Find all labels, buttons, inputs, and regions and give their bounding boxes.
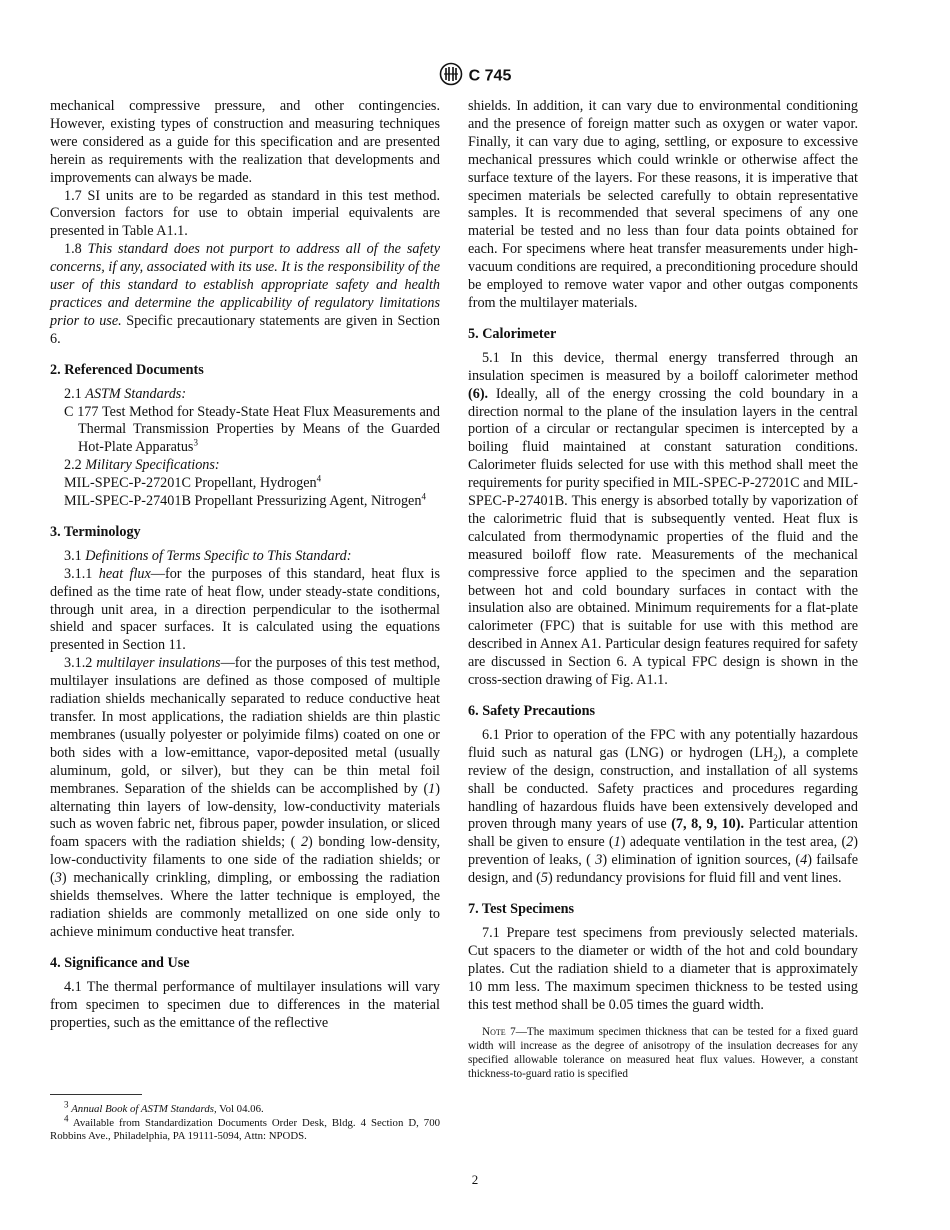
footnote-rule [50,1094,142,1095]
footnote-4: $^4$ Available from Standardization Documents Order Desk, Bldg. 4 Section D, 700 Robbins Ave., Philadelphia, PA 19111-5094, Attn: NPODS. [50,1113,440,1143]
paragraph-2-1: 2.1 ASTM Standards: [64,385,187,402]
paragraph-7-1: 7.1 Prepare test specimens from previously selected materials. Cut spacers to the diameter or width of the hot and cold boundary plates. Cut the radiation shield to a diameter that is approximately 10 mm less. The maximum specimen thickness to be tested using this test method shall be 0.05 times the guard width. [468,924,858,1013]
paragraph-3-1: 3.1 Definitions of Terms Specific to This Standard: [64,547,352,564]
paragraph-3-1-1: 3.1.1 heat flux—for the purposes of this standard, heat flux is defined as the time rate of heat flow, under steady-state conditions, through unit area, in a direction perpendicular to the isothermal shield and spacer surfaces. It is calculated using the equations presented in Section 11. [50,565,441,654]
paragraph-1-7: 1.7 SI units are to be regarded as standard in this test method. Conversion factors for use to obtain imperial equivalents are presented in Table A1.1. [50,187,440,240]
standard-designation: C 745 [468,67,512,85]
paragraph-6-1: 6.1 Prior to operation of the FPC with any potentially hazardous fluid such as natural gas (LNG) or hydrogen $(LH_2)$, a complete review of the design, construction, and installation of all systems shall be conducted. Safety practices and procedures regarding handling of hazardous fluids have been extensively developed and proven through many years of use (7, 8, 9, 10). Particular attention shall be given to ensure (1) adequate ventilation in the test area, (2) prevention of leaks, ( 3) elimination of ignition sources, (4) failsafe design, and (5) redundancy provisions for fluid fill and vent lines. [468,726,859,887]
section-heading-3: 3. Terminology [50,523,141,540]
page-number: 2 [471,1172,479,1187]
paragraph-1-8: 1.8 This standard does not purport to address all of the safety concerns, if any, associated with its use. It is the responsibility of the user of this standard to establish appropriate safety and health practices and determine the applicability of regulatory limitations prior to use. Specific precautionary statements are given in Section 6. [50,241,441,347]
section-heading-6: 6. Safety Precautions [468,703,596,719]
section-heading-5: 5. Calorimeter [468,325,557,342]
note-7: Note 7—The maximum specimen thickness that can be tested for a fixed guard width will increase as the degree of anisotropy of the insulation decreases for any specified allowable tolerance on measured heat flux values. However, a constant thickness-to-guard ratio is specified [468,1025,858,1081]
paragraph-intro: mechanical compressive pressure, and other contingencies. However, existing types of construction and measuring techniques were considered as a guide for this specification and are presented herein as requirements with the realization that developments and improvements can always be made. [50,98,440,186]
section-heading-4: 4. Significance and Use [50,954,190,971]
section-heading-7: 7. Test Specimens [468,901,575,918]
reference-mil-27201c: MIL-SPEC-P-27201C Propellant, Hydrogen$^4$ [64,473,322,492]
paragraph-5-1: 5.1 In this device, thermal energy transferred through an insulation specimen is measured by a boiloff calorimeter method (6). Ideally, all of the energy crossing the cold boundary in a direction normal to the plane of the insulation layers in the central portion of a circular or rectangular specimen is intercepted by a boiling fluid maintained at constant saturation conditions. Calorimeter fluids selected for use with this method shall meet the requirements for purity specified in MIL-SPEC-P-27201C and MIL-SPEC-P-27401B. This energy is absorbed totally by vaporization of the calorimetric fluid that is subsequently vented. Heat flux is calculated from thermodynamic properties of the fluid and the measured boiloff flow rate. Measurements of the mechanical compressive force applied to the specimen and the separation between hot and cold boundary surfaces in contact with the insulation also are obtained. Minimum requirements for a flat-plate calorimeter (FPC) that is suitable for use with this method are described in Annex A1. Particular design features required for safety are discussed in Section 6. A typical FPC design is shown in the cross-section drawing of Fig. A1.1. [468,349,858,689]
paragraph-2-2: 2.2 Military Specifications: [64,457,220,474]
reference-mil-27401b: MIL-SPEC-P-27401B Propellant Pressurizing Agent, Nitrogen$^4$ [64,491,426,510]
paragraph-continued: shields. In addition, it can vary due to environmental conditioning and the presence of foreign matter such as oxygen or water vapor. Finally, it can vary due to aging, settling, or exposure to excessive mechanical pressures which could wrinkle or otherwise affect the surface texture of the layers. For these reasons, it is imperative that specimen materials be selected carefully to obtain representative samples. It is recommended that several specimens of any one material be tested and no less than four data points obtained for each. For specimens where heat transfer measurements under high-vacuum conditions are required, a preconditioning procedure should be employed to remove water vapor and other outgas components from the multilayer materials. [468,98,858,311]
left-column [50,98,440,1032]
paragraph-3-1-2: 3.1.2 multilayer insulations—for the purposes of this test method, multilayer insulations are defined as those composed of multiple radiation shields mechanically separated to reduce conductive heat transfer. In most applications, the radiation shields are thin plastic membranes (usually polyester or polyimide films) coated on one or both sides with a low-emittance, vapor-deposited metal (usually aluminum, gold, or silver), but they can be thin metal foil membranes. Separation of the shields can be accomplished by (1) alternating thin layers of low-density, low-conductivity materials such as woven fabric net, fibrous paper, powder insulation, or sliced foam spacers with the radiation shields; ( 2) bonding low-density, low-conductivity filaments to one side of the radiation shields; or (3) mechanically crinkling, dimpling, or embossing the radiation shields themselves. Where the latter technique is employed, the radiation shields are commonly metallized on one side only to achieve minimum conductive heat transfer. [50,655,441,940]
right-column [468,98,858,1081]
reference-c177: C 177 Test Method for Steady-State Heat Flux Measurements and Thermal Transmission Properties by Means of the Guarded Hot-Plate Apparatus$^3$ [64,403,440,456]
footnotes [50,1099,440,1144]
section-heading-2: 2. Referenced Documents [50,361,204,378]
page-header [0,62,950,91]
paragraph-4-1: 4.1 The thermal performance of multilayer insulations will vary from specimen to specimen due to differences in the material properties, such as the emittance of the reflective [50,978,440,1031]
astm-logo-icon [439,62,463,91]
footnote-3: $^3$ Annual Book of ASTM Standards, Vol 04.06. [64,1099,264,1115]
